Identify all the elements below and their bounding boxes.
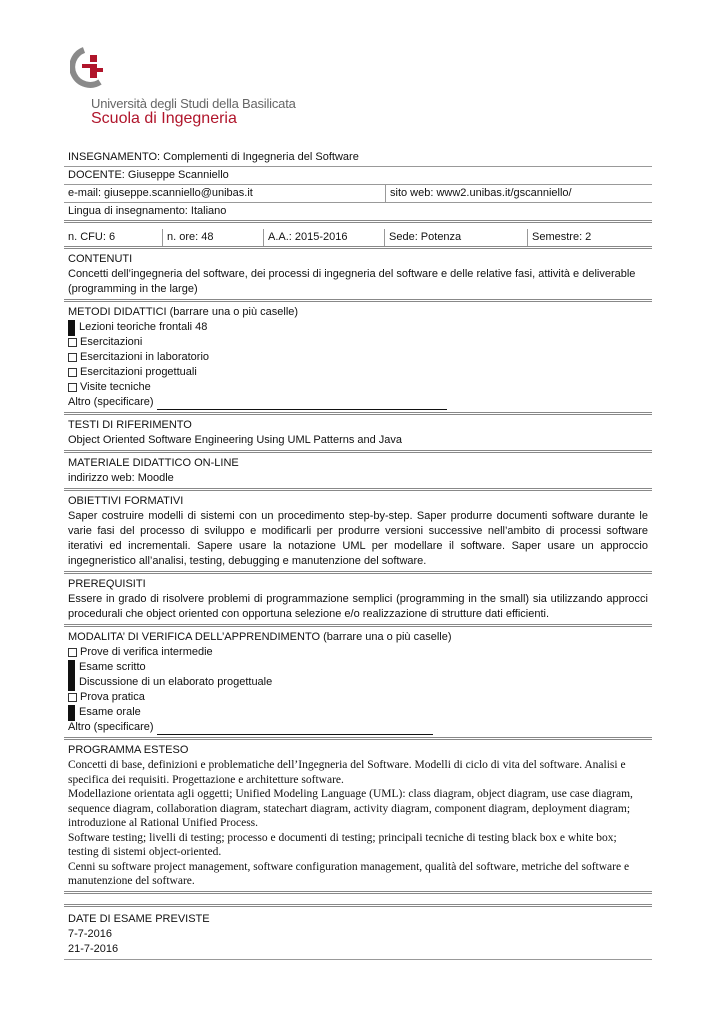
programma-paragraph: Modellazione orientata agli oggetti; Unified Modeling Language (UML): class diagram, object diagram, use case diagram, sequence diagram, collaboration diagram, statechart diagram, activity diagram, component diagram, deployment diagram; introduzione al Rational Unified Process. <box>68 788 633 829</box>
cfu: n. CFU: 6 <box>68 231 116 243</box>
programma-paragraph: Software testing; livelli di testing; processo e documenti di testing; principali tecniche di testing black box e white box; testing di sistemi object-oriented. <box>68 831 617 858</box>
verifica-option-label: Esame orale <box>79 706 141 718</box>
esame-date: 7-7-2016 <box>68 927 113 940</box>
verifica-list <box>68 645 648 720</box>
metodi-option-label: Esercitazioni in laboratorio <box>80 351 210 363</box>
obiettivi-title: OBIETTIVI FORMATIVI <box>68 495 184 507</box>
contenuti-text: Concetti dell’ingegneria del software, dei processi di ingegneria del software e delle relative fasi, attività e deliverable (programming in the large) <box>68 268 636 295</box>
checkbox-icon[interactable] <box>68 383 77 392</box>
materiale-text: indirizzo web: Moodle <box>68 472 174 484</box>
verifica-altro-line[interactable] <box>157 723 433 735</box>
checked-box-icon[interactable] <box>68 320 75 336</box>
ore: n. ore: 48 <box>162 229 263 246</box>
website: sito web: www2.unibas.it/gscanniello/ <box>385 185 576 202</box>
course-form <box>64 149 652 960</box>
sede: Sede: Potenza <box>384 229 527 246</box>
metodi-option <box>68 365 648 380</box>
verifica-option <box>68 690 648 705</box>
verifica-altro-label: Altro (specificare) <box>68 721 154 733</box>
metodi-option-label: Esercitazioni progettuali <box>80 366 197 378</box>
prerequisiti-section <box>64 574 652 627</box>
verifica-option-label: Esame scritto <box>79 661 146 673</box>
programma-paragraph: Concetti di base, definizioni e problematiche dell’Ingegneria del Software. Modelli di ciclo di vita del software. Analisi e specifica dei requisiti. Progettazione e architetture software. <box>68 759 626 786</box>
metodi-option-label: Visite tecniche <box>80 381 151 393</box>
materiale-title: MATERIALE DIDATTICO ON-LINE <box>68 457 239 469</box>
programma-text <box>68 758 648 889</box>
metodi-section <box>64 302 652 415</box>
esami-section <box>64 907 652 960</box>
testi-title: TESTI DI RIFERIMENTO <box>68 419 192 431</box>
metodi-altro-label: Altro (specificare) <box>68 396 154 408</box>
verifica-option <box>68 645 648 660</box>
metodi-option <box>68 380 648 395</box>
email: e-mail: giuseppe.scanniello@unibas.it <box>68 187 253 199</box>
metodi-list <box>68 320 648 395</box>
university-emblem-icon <box>70 44 116 90</box>
programma-title: PROGRAMMA ESTESO <box>68 744 189 756</box>
verifica-altro <box>68 720 648 735</box>
verifica-option-label: Prova pratica <box>80 691 145 703</box>
insegnamento: INSEGNAMENTO: Complementi di Ingegneria del Software <box>68 151 359 163</box>
verifica-option-label: Discussione di un elaborato progettuale <box>79 676 273 688</box>
docente: DOCENTE: Giuseppe Scanniello <box>68 169 229 181</box>
checkbox-icon[interactable] <box>68 648 77 657</box>
section-divider <box>64 894 652 907</box>
verifica-option-label: Prove di verifica intermedie <box>80 646 213 658</box>
university-logo <box>70 44 296 134</box>
row-insegnamento <box>64 149 652 167</box>
row-details <box>64 229 652 249</box>
anno-accademico: A.A.: 2015-2016 <box>263 229 384 246</box>
programma-section <box>64 740 652 894</box>
esame-date: 21-7-2016 <box>68 942 119 955</box>
metodi-option-label: Lezioni teoriche frontali 48 <box>79 321 208 333</box>
checkbox-icon[interactable] <box>68 353 77 362</box>
esami-title: DATE DI ESAME PREVISTE <box>68 912 210 925</box>
verifica-section <box>64 627 652 740</box>
school-name: Scuola di Ingegneria <box>91 110 237 127</box>
programma-paragraph: Cenni su software project management, software configuration management, qualità del software, metriche del software e manutenzione del software. <box>68 860 630 887</box>
university-name: Università degli Studi della Basilicata <box>91 96 296 111</box>
row-contacts <box>64 185 652 203</box>
metodi-option <box>68 335 648 350</box>
obiettivi-text: Saper costruire modelli di sistemi con un procedimento step-by-step. Saper produrre documenti software durante le varie fasi del processo di sviluppo e modificarli per produrre versioni successive nell’ambito di processi software iterativi ed incrementali. Sapere usare la notazione UML per modellare il software. Saper usare un approccio ingegneristico all’analisi, testing, debugging e manutenzione del software. <box>68 510 648 567</box>
metodi-option <box>68 320 648 335</box>
metodi-altro-line[interactable] <box>157 398 447 410</box>
contenuti-section <box>64 249 652 302</box>
semestre: Semestre: 2 <box>527 229 595 246</box>
verifica-title: MODALITA’ DI VERIFICA DELL’APPRENDIMENTO (barrare una o più caselle) <box>68 631 452 643</box>
row-docente <box>64 167 652 185</box>
metodi-option-label: Esercitazioni <box>80 336 143 348</box>
obiettivi-section <box>64 491 652 574</box>
prerequisiti-text: Essere in grado di risolvere problemi di programmazione semplici (programming in the small) sia utilizzando approcci procedurali che object oriented con opportuna selezione e/o realizzazione di strutture dati efficienti. <box>68 593 648 620</box>
metodi-altro <box>68 395 648 410</box>
prerequisiti-title: PREREQUISITI <box>68 578 146 590</box>
row-lingua <box>64 203 652 223</box>
contenuti-title: CONTENUTI <box>68 253 133 265</box>
metodi-title: METODI DIDATTICI (barrare una o più caselle) <box>68 306 299 318</box>
lingua: Lingua di insegnamento: Italiano <box>68 205 227 217</box>
verifica-option <box>68 675 648 690</box>
checked-box-icon[interactable] <box>68 660 75 676</box>
checked-box-icon[interactable] <box>68 705 75 721</box>
verifica-option <box>68 705 648 720</box>
materiale-section <box>64 453 652 491</box>
testi-text: Object Oriented Software Engineering Using UML Patterns and Java <box>68 434 403 446</box>
checkbox-icon[interactable] <box>68 693 77 702</box>
testi-section <box>64 415 652 453</box>
verifica-option <box>68 660 648 675</box>
checkbox-icon[interactable] <box>68 338 77 347</box>
metodi-option <box>68 350 648 365</box>
checkbox-icon[interactable] <box>68 368 77 377</box>
checked-box-icon[interactable] <box>68 675 75 691</box>
